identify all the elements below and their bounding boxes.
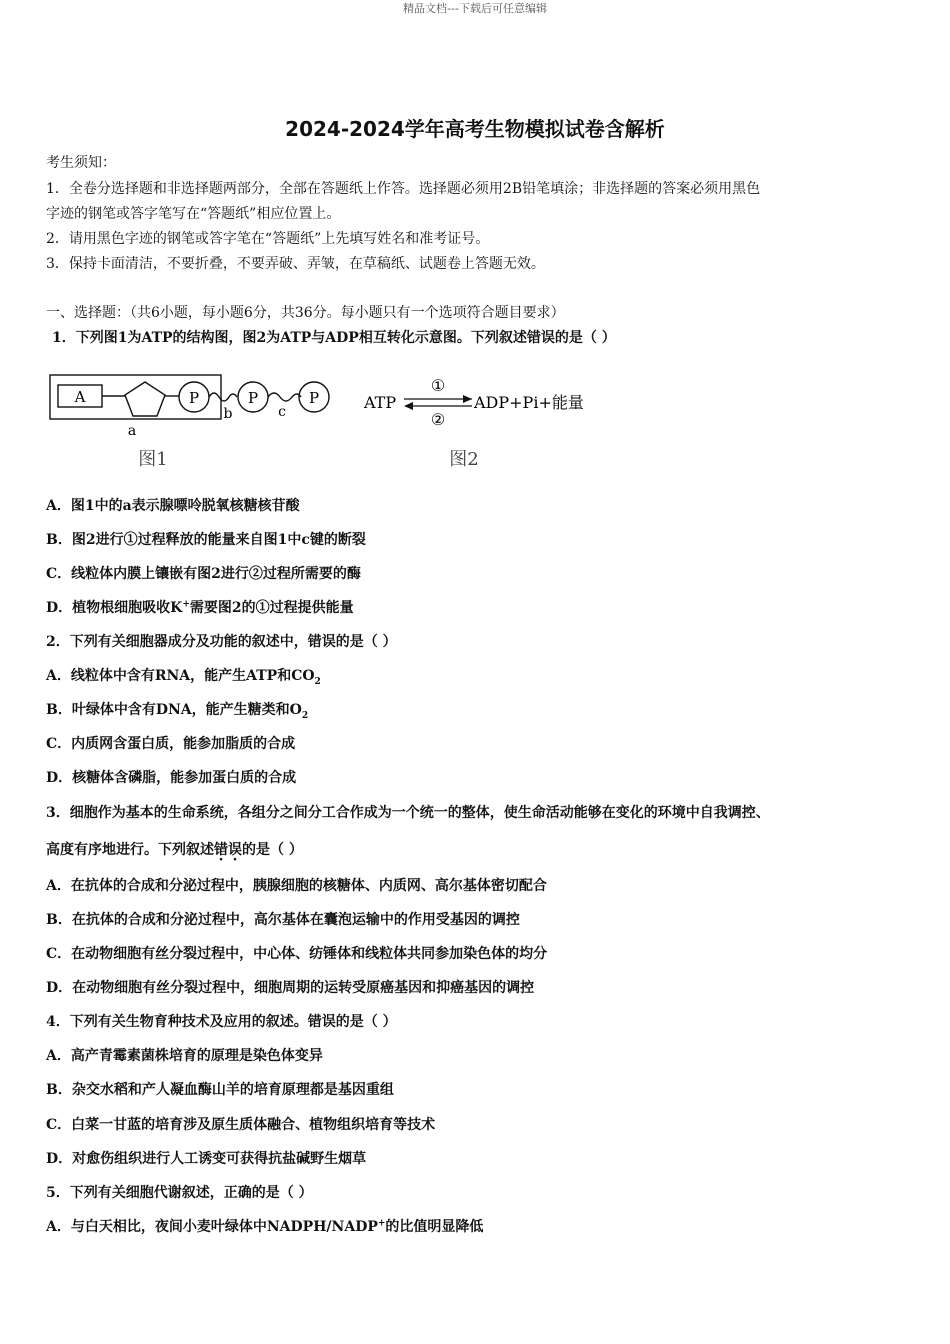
phosphate-3-label: P [308, 389, 320, 407]
header-watermark: 精品文档---下载后可任意编辑 [403, 2, 547, 15]
q1-option-a: A．图1中的a表示腺嘌呤脱氧核糖核苷酸 [46, 498, 300, 514]
notice-line-2: 字迹的钢笔或答字笔写在“答题纸”相应位置上。 [46, 206, 341, 222]
ribose-pentagon [125, 382, 165, 416]
notice-line-1: 1．全卷分选择题和非选择题两部分，全部在答题纸上作答。选择题必须用2B铅笔填涂；非选择题的答案必须用黑色 [46, 181, 761, 197]
q5-option-a: A．与白天相比，夜间小麦叶绿体中NADPH/NADP+的比值明显降低 [46, 1218, 484, 1235]
process-1-label: ① [430, 376, 446, 395]
bond-c [268, 393, 301, 401]
process-2-label: ② [430, 410, 446, 429]
q2-option-d: D．核糖体含磷脂，能参加蛋白质的合成 [46, 770, 297, 786]
phosphate-2-label: P [247, 389, 259, 407]
q1-figures [46, 366, 606, 480]
q2-stem: 2．下列有关细胞器成分及功能的叙述中，错误的是（ ） [46, 634, 397, 650]
notice-line-4: 3．保持卡面清洁，不要折叠，不要弄破、弄皱，在草稿纸、试题卷上答题无效。 [46, 256, 545, 272]
fig1-caption: 图1 [138, 449, 168, 470]
q4-option-b: B．杂交水稻和产人凝血酶山羊的培育原理都是基因重组 [46, 1082, 394, 1098]
page-title: 2024-2024学年高考生物模拟试卷含解析 [285, 117, 665, 141]
fig2-caption: 图2 [449, 449, 479, 470]
q5-stem: 5．下列有关细胞代谢叙述，正确的是（ ） [46, 1185, 313, 1201]
q3-stem-line-1: 3．细胞作为基本的生命系统，各组分之间分工合作成为一个统一的整体，使生命活动能够在变化的环境中自我调控、 [46, 805, 770, 821]
q3-option-c: C．在动物细胞有丝分裂过程中，中心体、纺锤体和线粒体共同参加染色体的均分 [46, 946, 548, 962]
q2-option-b: B．叶绿体中含有DNA，能产生糖类和$O_2$ [46, 702, 309, 721]
notice-heading: 考生须知： [46, 155, 116, 171]
q1-stem: 1．下列图1为ATP的结构图，图2为ATP与ADP相互转化示意图。下列叙述错误的是（ ） [52, 330, 616, 346]
q3-option-a: A．在抗体的合成和分泌过程中，胰腺细胞的核糖体、内质网、高尔基体密切配合 [46, 878, 547, 894]
adp-label: ADP+Pi+能量 [474, 393, 584, 412]
atp-diagram [46, 366, 606, 476]
q1-option-c: C．线粒体内膜上镶嵌有图2进行②过程所需要的酶 [46, 566, 361, 582]
q4-option-a: A．高产青霉素菌株培育的原理是染色体变异 [46, 1048, 323, 1064]
q3-option-b: B．在抗体的合成和分泌过程中，高尔基体在囊泡运输中的作用受基因的调控 [46, 912, 520, 928]
q2-option-a: A．线粒体中含有RNA，能产生ATP和$CO_2$ [46, 668, 321, 687]
section-heading: 一、选择题：（共6小题，每小题6分，共36分。每小题只有一个选项符合题目要求） [46, 305, 565, 321]
q4-option-c: C．白菜一甘蓝的培育涉及原生质体融合、植物组织培育等技术 [46, 1117, 436, 1133]
q1-option-d: D．植物根细胞吸收K+需要图2的①过程提供能量 [46, 599, 354, 616]
phosphate-1-label: P [188, 389, 200, 407]
q3-option-d: D．在动物细胞有丝分裂过程中，细胞周期的运转受原癌基因和抑癌基因的调控 [46, 980, 535, 996]
q1-option-b: B．图2进行①过程释放的能量来自图1中c键的断裂 [46, 532, 366, 548]
notice-line-3: 2．请用黑色字迹的钢笔或答字笔在“答题纸”上先填写姓名和准考证号。 [46, 231, 490, 247]
q4-option-d: D．对愈伤组织进行人工诱变可获得抗盐碱野生烟草 [46, 1151, 367, 1167]
bond-b [209, 393, 237, 401]
adenine-label: A [74, 388, 86, 406]
q3-stem-line-2: 高度有序地进行。下列叙述错误的是（ ） [46, 842, 303, 858]
q4-stem: 4．下列有关生物育种技术及应用的叙述。错误的是（ ） [46, 1014, 397, 1030]
q2-option-c: C．内质网含蛋白质，能参加脂质的合成 [46, 736, 296, 752]
label-c: c [278, 404, 286, 420]
label-b: b [223, 406, 233, 422]
atp-label: ATP [364, 393, 397, 412]
label-a: a [127, 423, 137, 439]
